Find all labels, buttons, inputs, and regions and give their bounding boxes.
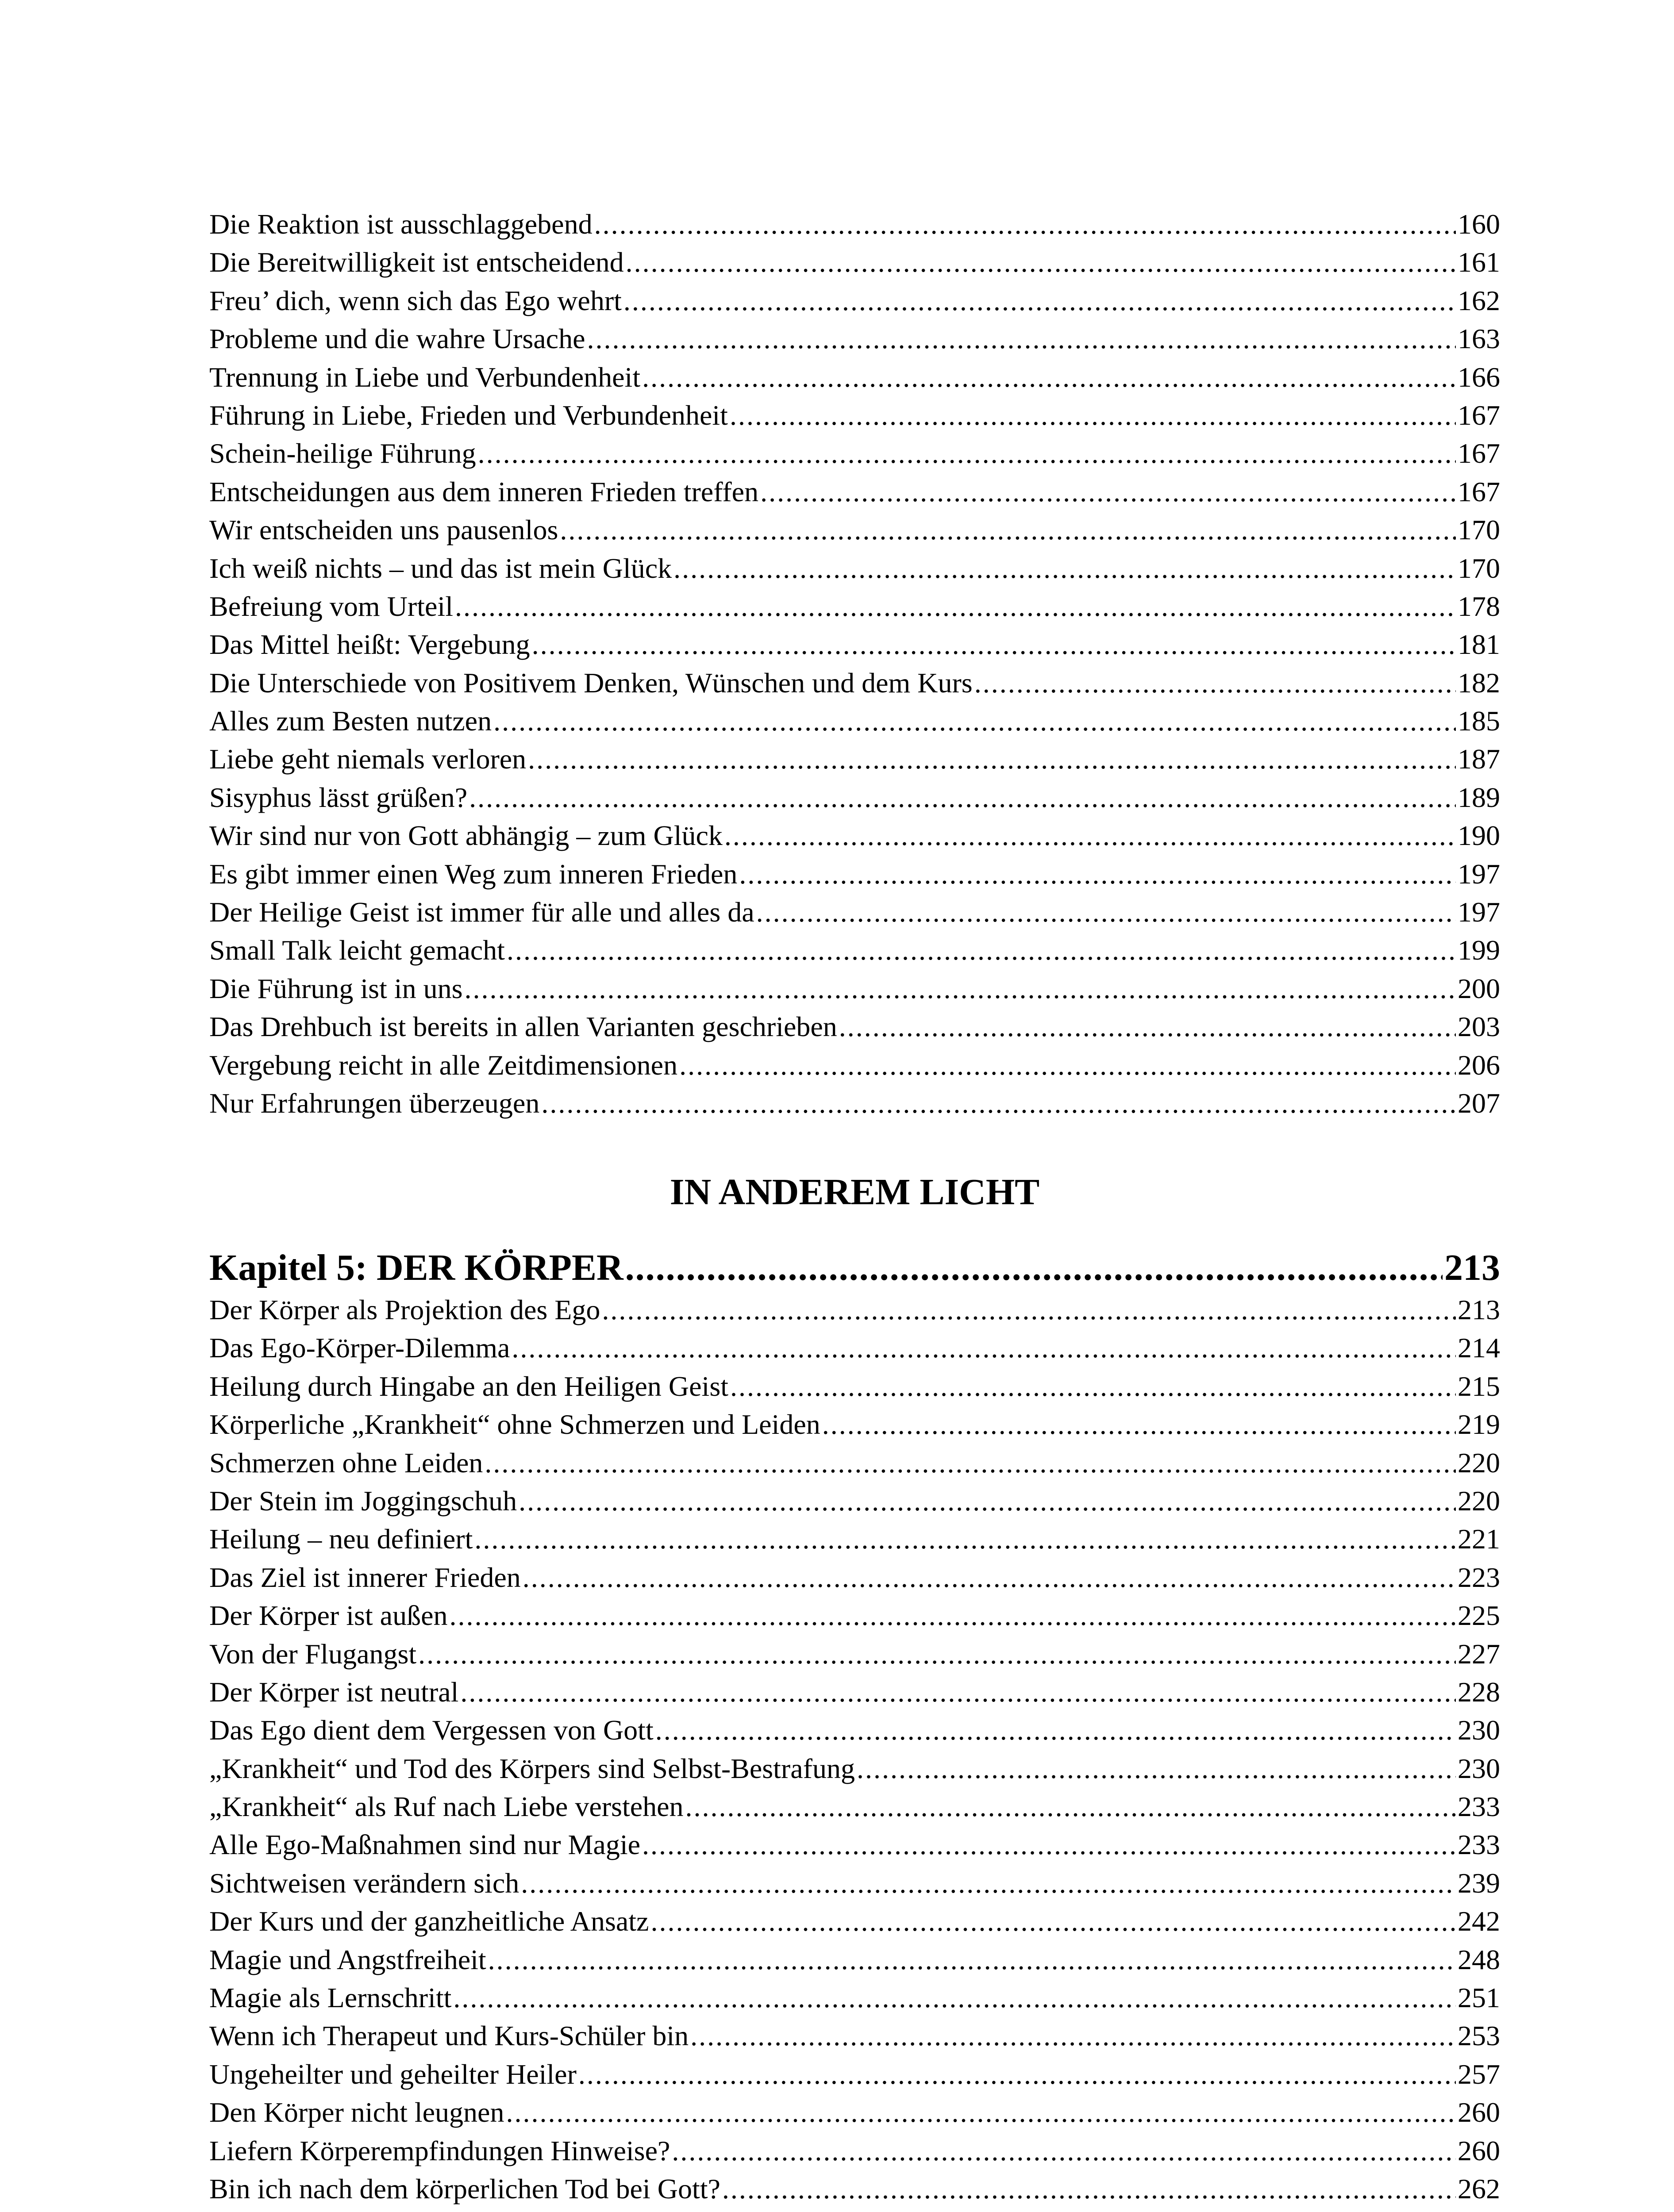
toc-entry-title: Liefern Körperempfindungen Hinweise? <box>209 2135 670 2166</box>
toc-entry <box>209 2017 1500 2055</box>
toc-entry-title: Nur Erfahrungen überzeugen <box>209 1087 540 1119</box>
toc-entry-title: Small Talk leicht gemacht <box>209 934 505 966</box>
toc-entry-title: Von der Flugangst <box>209 1638 417 1670</box>
toc-entry-page-number: 178 <box>1458 590 1500 622</box>
toc-entry-page-number: 230 <box>1458 1752 1500 1784</box>
toc-entry-title: Die Unterschiede von Positivem Denken, Wünschen und dem Kurs <box>209 667 973 699</box>
chapter-heading <box>209 1245 1500 1291</box>
toc-entry-title: Wenn ich Therapeut und Kurs-Schüler bin <box>209 2020 689 2052</box>
leader-dots <box>449 1597 1456 1635</box>
toc-entry-title: Der Körper ist außen <box>209 1600 448 1632</box>
leader-dots <box>760 473 1456 511</box>
toc-list-part2 <box>209 1291 1500 2212</box>
toc-entry-page-number: 260 <box>1458 2135 1500 2166</box>
chapter-page-number: 213 <box>1444 1247 1500 1288</box>
toc-entry <box>209 1902 1500 1940</box>
toc-entry-title: „Krankheit“ und Tod des Körpers sind Selbst-Bestrafung <box>209 1752 855 1784</box>
toc-entry-page-number: 160 <box>1458 208 1500 240</box>
toc-entry-page-number: 251 <box>1458 1982 1500 2014</box>
toc-entry <box>209 473 1500 511</box>
leader-dots <box>474 1520 1456 1558</box>
toc-entry <box>209 2132 1500 2170</box>
toc-entry <box>209 1008 1500 1046</box>
toc-entry-page-number: 203 <box>1458 1011 1500 1043</box>
leader-dots <box>528 740 1456 778</box>
toc-entry-page-number: 215 <box>1458 1370 1500 1402</box>
toc-entry-page-number: 230 <box>1458 1714 1500 1746</box>
toc-entry <box>209 2170 1500 2208</box>
toc-entry-page-number: 200 <box>1458 972 1500 1004</box>
toc-entry <box>209 779 1500 817</box>
toc-entry <box>209 396 1500 434</box>
toc-entry-title <box>209 2208 1036 2212</box>
toc-entry-page-number: 206 <box>1458 1049 1500 1081</box>
leader-dots <box>739 855 1456 893</box>
toc-entry-title: Probleme und die wahre Ursache <box>209 323 585 355</box>
toc-entry <box>209 970 1500 1008</box>
toc-entry <box>209 588 1500 626</box>
toc-entry-page-number: 162 <box>1458 284 1500 316</box>
toc-list-part2-container <box>209 1245 1500 2212</box>
toc-entry <box>209 1084 1500 1122</box>
leader-dots <box>560 511 1456 549</box>
toc-entry-page-number: 260 <box>1458 2097 1500 2128</box>
toc-entry-page-number <box>1456 2208 1500 2212</box>
toc-entry <box>209 1444 1500 1482</box>
leader-dots <box>460 1673 1456 1711</box>
leader-dots <box>485 1444 1456 1482</box>
toc-entry-page-number: 214 <box>1458 1332 1500 1364</box>
toc-entry-page-number: 223 <box>1458 1561 1500 1593</box>
leader-dots <box>642 358 1456 396</box>
toc-entry-title: Magie und Angstfreiheit <box>209 1943 486 1975</box>
leader-dots <box>478 434 1456 472</box>
toc-entry <box>209 1520 1500 1558</box>
toc-entry <box>209 1979 1500 2017</box>
leader-dots <box>623 282 1456 320</box>
toc-entry <box>209 320 1500 358</box>
toc-entry-title: Die Führung ist in uns <box>209 972 463 1004</box>
leader-dots <box>521 1864 1456 1902</box>
toc-entry-page-number: 219 <box>1458 1409 1500 1440</box>
leader-dots <box>493 702 1456 740</box>
leader-dots <box>673 549 1456 588</box>
leader-dots <box>519 1482 1456 1520</box>
toc-entry-page-number: 181 <box>1458 629 1500 661</box>
toc-entry-title: Befreiung vom Urteil <box>209 590 453 622</box>
leader-dots <box>594 205 1456 243</box>
leader-dots <box>722 2170 1456 2208</box>
leader-dots <box>512 1329 1456 1367</box>
leader-dots <box>587 320 1456 358</box>
toc-entry-title: Vergebung reicht in alle Zeitdimensionen <box>209 1049 678 1081</box>
toc-entry-title: Den Körper nicht leugnen <box>209 2097 504 2128</box>
toc-entry-title: Körperliche „Krankheit“ ohne Schmerzen und Leiden <box>209 1409 820 1440</box>
toc-entry <box>209 1941 1500 1979</box>
toc-entry <box>209 893 1500 931</box>
leader-dots <box>685 1788 1456 1826</box>
leader-dots <box>507 931 1456 969</box>
leader-dots <box>690 2017 1456 2055</box>
toc-entry-page-number: 167 <box>1458 399 1500 431</box>
toc-entry <box>209 1559 1500 1597</box>
toc-entry-title: Das Ego-Körper-Dilemma <box>209 1332 510 1364</box>
toc-entry-page-number: 233 <box>1458 1829 1500 1861</box>
toc-entry-title: Schein-heilige Führung <box>209 438 476 469</box>
leader-dots <box>523 1559 1456 1597</box>
toc-entry-title: „Krankheit“ als Ruf nach Liebe verstehen <box>209 1791 684 1823</box>
leader-dots <box>453 1979 1456 2017</box>
leader-dots <box>857 1750 1456 1788</box>
leader-dots <box>642 1826 1456 1864</box>
toc-entry-title: Sisyphus lässt grüßen? <box>209 781 468 813</box>
toc-entry <box>209 626 1500 664</box>
toc-entry-page-number: 262 <box>1458 2173 1500 2204</box>
toc-entry-page-number: 233 <box>1458 1791 1500 1823</box>
toc-entry <box>209 931 1500 969</box>
toc-entry-title: Führung in Liebe, Frieden und Verbundenheit <box>209 399 728 431</box>
toc-entry-title: Ich weiß nichts – und das ist mein Glück <box>209 552 672 584</box>
toc-entry-title: Es gibt immer einen Weg zum inneren Frieden <box>209 858 738 890</box>
leader-dots <box>625 1245 1443 1291</box>
leader-dots <box>822 1406 1456 1444</box>
leader-dots <box>672 2132 1456 2170</box>
toc-entry-title: Heilung durch Hingabe an den Heiligen Geist <box>209 1370 728 1402</box>
leader-dots <box>464 970 1456 1008</box>
toc-entry-page-number: 190 <box>1458 820 1500 852</box>
toc-entry-title: Magie als Lernschritt <box>209 1982 452 2014</box>
toc-entry-title: Liebe geht niemals verloren <box>209 743 527 775</box>
toc-entry <box>209 511 1500 549</box>
toc-entry-title: Sichtweisen verändern sich <box>209 1867 520 1899</box>
toc-entry <box>209 1597 1500 1635</box>
toc-entry-page-number: 213 <box>1458 1294 1500 1325</box>
toc-entry <box>209 2208 1500 2212</box>
leader-dots <box>469 779 1456 817</box>
toc-entry <box>209 1367 1500 1406</box>
toc-entry <box>209 434 1500 472</box>
toc-entry <box>209 243 1500 281</box>
toc-entry <box>209 2055 1500 2093</box>
toc-entry-title: Wir entscheiden uns pausenlos <box>209 514 558 546</box>
toc-entry-title: Freu’ dich, wenn sich das Ego wehrt <box>209 284 622 316</box>
toc-list-part1 <box>209 205 1500 1122</box>
toc-entry-title: Schmerzen ohne Leiden <box>209 1447 483 1479</box>
toc-entry-title: Der Stein im Joggingschuh <box>209 1485 517 1517</box>
leader-dots <box>730 396 1456 434</box>
toc-entry-title: Der Kurs und der ganzheitliche Ansatz <box>209 1905 649 1937</box>
toc-entry-page-number: 167 <box>1458 438 1500 469</box>
toc-entry-page-number: 228 <box>1458 1676 1500 1708</box>
toc-entry <box>209 1788 1500 1826</box>
leader-dots <box>506 2093 1456 2131</box>
toc-entry-page-number: 161 <box>1458 246 1500 278</box>
leader-dots <box>839 1008 1456 1046</box>
toc-entry-title: Entscheidungen aus dem inneren Frieden treffen <box>209 476 759 507</box>
toc-entry <box>209 664 1500 702</box>
leader-dots <box>650 1902 1456 1940</box>
leader-dots <box>974 664 1456 702</box>
toc-entry-page-number: 207 <box>1458 1087 1500 1119</box>
toc-entry <box>209 740 1500 778</box>
toc-entry <box>209 2093 1500 2131</box>
toc-entry-page-number: 163 <box>1458 323 1500 355</box>
toc-entry-page-number: 248 <box>1458 1943 1500 1975</box>
toc-entry <box>209 282 1500 320</box>
toc-entry <box>209 1750 1500 1788</box>
toc-entry-page-number: 242 <box>1458 1905 1500 1937</box>
chapter-title: Kapitel 5: DER KÖRPER <box>209 1247 623 1288</box>
section-heading: IN ANDEREM LICHT <box>670 1171 1040 1213</box>
toc-entry <box>209 1046 1500 1084</box>
toc-entry-page-number: 221 <box>1458 1523 1500 1555</box>
leader-dots <box>488 1941 1456 1979</box>
toc-entry <box>209 1482 1500 1520</box>
toc-entry-title: Alle Ego-Maßnahmen sind nur Magie <box>209 1829 640 1861</box>
toc-entry-title: Das Drehbuch ist bereits in allen Varianten geschrieben <box>209 1011 837 1043</box>
toc-entry <box>209 1291 1500 1329</box>
leader-dots <box>532 626 1456 664</box>
toc-entry-title: Das Mittel heißt: Vergebung <box>209 629 530 661</box>
toc-entry <box>209 358 1500 396</box>
leader-dots <box>626 243 1456 281</box>
toc-entry-page-number: 253 <box>1458 2020 1500 2052</box>
toc-entry-title: Bin ich nach dem körperlichen Tod bei Gott? <box>209 2173 720 2204</box>
leader-dots <box>756 893 1456 931</box>
toc-entry-page-number: 170 <box>1458 514 1500 546</box>
leader-dots <box>602 1291 1456 1329</box>
toc-entry-title: Der Körper ist neutral <box>209 1676 459 1708</box>
toc-entry-title: Das Ziel ist innerer Frieden <box>209 1561 521 1593</box>
toc-entry-title: Die Bereitwilligkeit ist entscheidend <box>209 246 624 278</box>
toc-entry-page-number: 182 <box>1458 667 1500 699</box>
toc-entry <box>209 1826 1500 1864</box>
toc-entry-page-number: 239 <box>1458 1867 1500 1899</box>
toc-entry <box>209 1329 1500 1367</box>
toc-entry <box>209 1406 1500 1444</box>
leader-dots <box>418 1635 1456 1673</box>
leader-dots <box>541 1084 1456 1122</box>
toc-entry <box>209 855 1500 893</box>
toc-entry <box>209 1711 1500 1749</box>
leader-dots <box>455 588 1456 626</box>
toc-entry-page-number: 166 <box>1458 361 1500 393</box>
leader-dots <box>730 1367 1456 1406</box>
toc-entry-title: Trennung in Liebe und Verbundenheit <box>209 361 641 393</box>
toc-entry-page-number: 220 <box>1458 1485 1500 1517</box>
toc-entry-page-number: 220 <box>1458 1447 1500 1479</box>
toc-entry-title: Der Körper als Projektion des Ego <box>209 1294 600 1325</box>
toc-entry-title: Heilung – neu definiert <box>209 1523 473 1555</box>
toc-entry-page-number: 257 <box>1458 2058 1500 2090</box>
leader-dots <box>1036 2208 1456 2212</box>
toc-entry-title: Alles zum Besten nutzen <box>209 705 492 737</box>
toc-entry-page-number: 199 <box>1458 934 1500 966</box>
leader-dots <box>578 2055 1456 2093</box>
toc-entry <box>209 1635 1500 1673</box>
toc-entry <box>209 205 1500 243</box>
toc-entry-title: Wir sind nur von Gott abhängig – zum Glück <box>209 820 723 852</box>
toc-entry-page-number: 187 <box>1458 743 1500 775</box>
toc-entry-title: Der Heilige Geist ist immer für alle und alles da <box>209 896 754 928</box>
toc-entry <box>209 549 1500 588</box>
toc-entry-page-number: 197 <box>1458 896 1500 928</box>
leader-dots <box>724 817 1456 855</box>
leader-dots <box>679 1046 1456 1084</box>
toc-entry <box>209 1864 1500 1902</box>
leader-dots <box>655 1711 1456 1749</box>
toc-entry-page-number: 227 <box>1458 1638 1500 1670</box>
toc-entry <box>209 1673 1500 1711</box>
toc-entry-page-number: 170 <box>1458 552 1500 584</box>
toc-entry-page-number: 197 <box>1458 858 1500 890</box>
toc-entry-title: Die Reaktion ist ausschlaggebend <box>209 208 593 240</box>
toc-entry-page-number: 185 <box>1458 705 1500 737</box>
toc-entry-page-number: 189 <box>1458 781 1500 813</box>
toc-entry-page-number: 225 <box>1458 1600 1500 1632</box>
toc-entry <box>209 817 1500 855</box>
toc-entry-title: Das Ego dient dem Vergessen von Gott <box>209 1714 654 1746</box>
toc-entry-title: Ungeheilter und geheilter Heiler <box>209 2058 577 2090</box>
toc-entry <box>209 702 1500 740</box>
toc-entry-page-number: 167 <box>1458 476 1500 507</box>
